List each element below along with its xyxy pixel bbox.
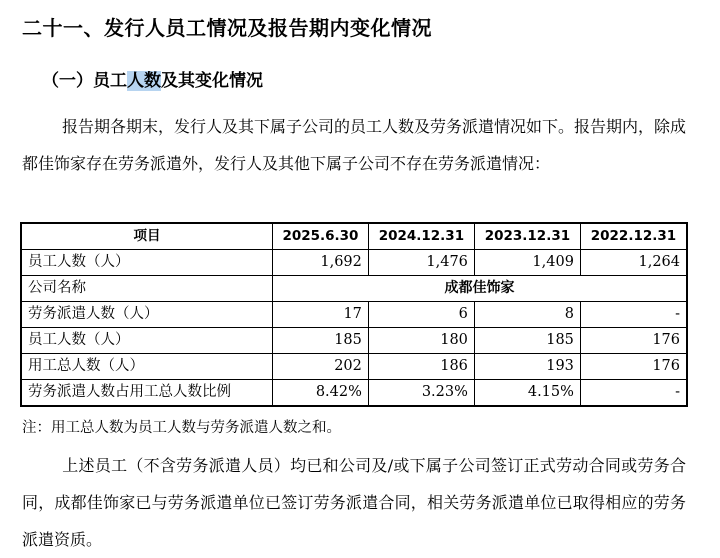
subsection-heading-prefix: （一）员工 bbox=[42, 71, 127, 91]
table-row bbox=[21, 354, 687, 380]
table-header: 2024.12.31 bbox=[368, 223, 474, 250]
row-label: 劳务派遣人数（人） bbox=[21, 302, 273, 328]
section-heading: 二十一、发行人员工情况及报告期内变化情况 bbox=[22, 16, 432, 40]
row-label: 用工总人数（人） bbox=[21, 354, 273, 380]
intro-paragraph-text: 报告期各期末，发行人及其下属子公司的员工人数及劳务派遣情况如下。报告期内，除成都佳饰家存在劳务派遣外，发行人及其他下属子公司不存在劳务派遣情况： bbox=[22, 117, 687, 173]
intro-paragraph bbox=[22, 108, 686, 182]
table-row bbox=[21, 380, 687, 407]
table-row bbox=[21, 328, 687, 354]
table-cell: 185 bbox=[474, 328, 580, 354]
table-cell: 8 bbox=[474, 302, 580, 328]
table-cell: 176 bbox=[580, 328, 687, 354]
highlighted-text: 人数 bbox=[127, 71, 161, 91]
table-header: 2025.6.30 bbox=[273, 223, 369, 250]
company-name-cell: 成都佳饰家 bbox=[273, 276, 688, 302]
table-cell: 186 bbox=[368, 354, 474, 380]
table-row bbox=[21, 276, 687, 302]
table-row bbox=[21, 302, 687, 328]
table-cell: 4.15% bbox=[474, 380, 580, 407]
row-label: 公司名称 bbox=[21, 276, 273, 302]
table-header: 2022.12.31 bbox=[580, 223, 687, 250]
table-row bbox=[21, 250, 687, 276]
table-cell: 1,264 bbox=[580, 250, 687, 276]
table-cell: - bbox=[580, 380, 687, 407]
row-label: 劳务派遣人数占用工总人数比例 bbox=[21, 380, 273, 407]
table-header-row bbox=[21, 223, 687, 250]
table-cell: 176 bbox=[580, 354, 687, 380]
table-cell: 17 bbox=[273, 302, 369, 328]
table-cell: 6 bbox=[368, 302, 474, 328]
table-cell: 180 bbox=[368, 328, 474, 354]
table-cell: 1,692 bbox=[273, 250, 369, 276]
table-cell: - bbox=[580, 302, 687, 328]
contract-paragraph-text: 上述员工（不含劳务派遣人员）均已和公司及/或下属子公司签订正式劳动合同或劳务合同，成都佳饰家已与劳务派遣单位已签订劳务派遣合同，相关劳务派遣单位已取得相应的劳务派遣资质。 bbox=[22, 456, 686, 549]
table-header: 项目 bbox=[21, 223, 273, 250]
table-cell: 1,476 bbox=[368, 250, 474, 276]
table-cell: 8.42% bbox=[273, 380, 369, 407]
table-note: 注：用工总人数为员工人数与劳务派遣人数之和。 bbox=[22, 420, 341, 436]
table-cell: 3.23% bbox=[368, 380, 474, 407]
table-cell: 1,409 bbox=[474, 250, 580, 276]
subsection-heading bbox=[42, 66, 263, 91]
employee-table bbox=[20, 222, 688, 407]
row-label: 员工人数（人） bbox=[21, 250, 273, 276]
table-cell: 185 bbox=[273, 328, 369, 354]
table-header: 2023.12.31 bbox=[474, 223, 580, 250]
table-cell: 202 bbox=[273, 354, 369, 380]
contract-paragraph bbox=[22, 447, 686, 558]
subsection-heading-suffix: 及其变化情况 bbox=[161, 71, 263, 91]
row-label: 员工人数（人） bbox=[21, 328, 273, 354]
table-cell: 193 bbox=[474, 354, 580, 380]
